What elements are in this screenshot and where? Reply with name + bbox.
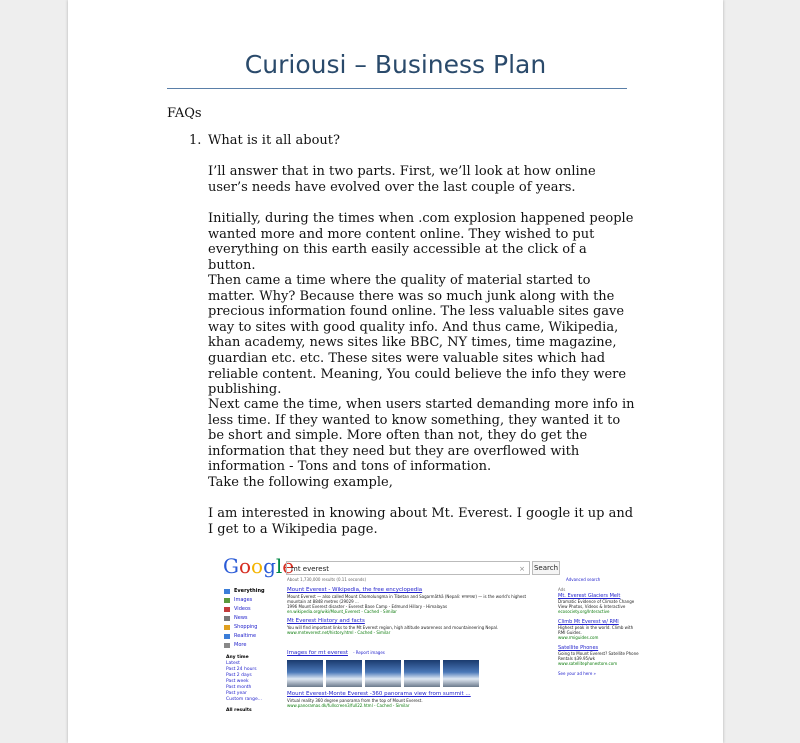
result-title[interactable]: Mount Everest-Monte Everest -360 panorama view from summit ... bbox=[287, 691, 471, 697]
result-item bbox=[287, 587, 537, 614]
question-text: What is it all about? bbox=[208, 133, 340, 148]
result-url: en.wikipedia.org/wiki/Mount_Everest - Cached - Similar bbox=[287, 609, 397, 614]
result-url: www.panoramas.dk/fullscreen3/full22.html - Cached - Similar bbox=[287, 703, 410, 708]
sidebar-item[interactable] bbox=[224, 632, 280, 641]
sidebar-item-icon bbox=[224, 589, 230, 594]
ad-url: www.rmiguides.com bbox=[558, 635, 599, 640]
title-underline bbox=[167, 88, 627, 89]
search-sidebar bbox=[224, 587, 280, 714]
logo-letter: o bbox=[251, 554, 264, 578]
result-sitelinks[interactable]: 1996 Mount Everest disaster - Everest Base Camp - Edmund Hillary - Himalayas bbox=[287, 604, 448, 609]
ad-snippet: Going to Mount Everest? Satellite Phone Rentals $39.95/wk bbox=[558, 651, 639, 661]
result-item bbox=[287, 691, 537, 708]
paragraph: Take the following example, bbox=[208, 475, 393, 490]
time-filter-link[interactable]: Past 2 days bbox=[226, 673, 252, 678]
logo-letter: l bbox=[275, 554, 283, 578]
ad-item bbox=[558, 593, 640, 614]
ad-title[interactable]: Climb Mt Everest w/ RMI bbox=[558, 619, 619, 625]
sidebar-item-label: Realtime bbox=[234, 633, 257, 639]
clear-icon[interactable]: × bbox=[519, 565, 525, 573]
search-input[interactable] bbox=[286, 561, 530, 575]
sidebar-item-label: Images bbox=[234, 597, 253, 603]
search-query: mt everest bbox=[291, 565, 329, 573]
ads-column bbox=[558, 587, 640, 676]
time-filter-link[interactable]: Custom range... bbox=[226, 697, 263, 702]
result-title[interactable]: Mount Everest - Wikipedia, the free encyclopedia bbox=[287, 587, 423, 593]
ad-url: ecosociety.org/Interactive bbox=[558, 609, 610, 614]
image-thumbnail[interactable] bbox=[443, 660, 479, 687]
result-item bbox=[287, 618, 537, 635]
all-results-heading: All results bbox=[226, 708, 252, 713]
sidebar-item-icon bbox=[224, 643, 230, 648]
sidebar-item-icon bbox=[224, 607, 230, 612]
sidebar-item-icon bbox=[224, 625, 230, 630]
paragraph: Next came the time, when users started demanding more info in less time. If they wanted to know something, they wanted it to be short and simple. More often than not, they do get the information that they need but they are overflowed with information - Tons and tons of information. bbox=[208, 397, 635, 475]
google-logo bbox=[223, 554, 294, 578]
time-filter-link[interactable]: Past 24 hours bbox=[226, 667, 257, 672]
images-link[interactable]: Images for mt everest bbox=[287, 650, 348, 656]
any-time-heading: Any time bbox=[226, 655, 249, 660]
image-thumbnail[interactable] bbox=[404, 660, 440, 687]
logo-letter: e bbox=[282, 554, 295, 578]
document-page bbox=[68, 0, 723, 743]
image-results bbox=[287, 639, 537, 687]
sidebar-item[interactable] bbox=[224, 641, 280, 650]
search-results bbox=[287, 587, 537, 712]
ads-label: Ads bbox=[558, 587, 566, 592]
result-snippet: Mount Everest — also called Mount Chomolungma in Tibetan and Sagarmāthā (Nepali: सगरमाथा) — is the world's highest mountain at 8848 metres (29029 ... bbox=[287, 594, 527, 604]
sidebar-item-icon bbox=[224, 598, 230, 603]
ad-item bbox=[558, 619, 640, 640]
sidebar-item[interactable] bbox=[224, 614, 280, 623]
ad-snippet: Dramatic Evidence of Climate Change View Photos, Videos & Interactive bbox=[558, 599, 635, 609]
ad-item bbox=[558, 645, 640, 666]
ad-url: www.satellitephonestore.com bbox=[558, 661, 618, 666]
paragraph: Then came a time where the quality of material started to matter. Why? Because there was so much junk along with the precious information found online. The less valuable sites gave way to sites with good quality info. And thus came, Wikipedia, khan academy, news sites like BBC, NY times, time magazine, guardian etc. etc. These sites were valuable sites which had reliable content. Meaning, You could believe the info they were publishing. bbox=[208, 273, 627, 398]
advanced-search-link[interactable]: Advanced search bbox=[566, 577, 601, 582]
sidebar-item-icon bbox=[224, 616, 230, 621]
sidebar-item-icon bbox=[224, 634, 230, 639]
result-snippet: Virtual reality 360 degree panorama from the top of Mount Everest. bbox=[287, 698, 423, 703]
time-filter-link[interactable]: Past week bbox=[226, 679, 249, 684]
page-title: Curiousi – Business Plan bbox=[244, 50, 547, 79]
sidebar-item-label: News bbox=[234, 615, 248, 621]
image-thumbnail[interactable] bbox=[326, 660, 362, 687]
sidebar-item[interactable] bbox=[224, 587, 280, 596]
sidebar-item-label: Videos bbox=[234, 606, 251, 612]
result-url: www.mnteverest.net/history.html - Cached - Similar bbox=[287, 630, 391, 635]
image-thumbnail[interactable] bbox=[287, 660, 323, 687]
ad-snippet: Highest peak in the world. Climb with RMI Guides. bbox=[558, 625, 634, 635]
sidebar-item[interactable] bbox=[224, 623, 280, 632]
paragraph: I am interested in knowing about Mt. Everest. I google it up and I get to a Wikipedia page. bbox=[208, 506, 634, 537]
time-filter-link[interactable]: Latest bbox=[226, 661, 240, 666]
ad-title[interactable]: Satellite Phones bbox=[558, 645, 599, 651]
sidebar-item-label: Shopping bbox=[234, 624, 258, 630]
result-snippet: You will find important links to the Mt Everest region, high altitude awareness and mountaineering Nepal. bbox=[287, 625, 499, 630]
logo-letter: G bbox=[223, 554, 239, 578]
sidebar-item-label: Everything bbox=[234, 588, 265, 594]
search-button[interactable]: Search bbox=[532, 561, 560, 575]
result-title[interactable]: Mt Everest History and facts bbox=[287, 618, 365, 624]
time-filter-link[interactable]: Past year bbox=[226, 691, 247, 696]
see-your-ad-link[interactable]: See your ad here » bbox=[558, 671, 596, 676]
time-filter-link[interactable]: Past month bbox=[226, 685, 252, 690]
sidebar-item[interactable] bbox=[224, 596, 280, 605]
sidebar-item-label: More bbox=[234, 642, 247, 648]
logo-letter: g bbox=[263, 554, 276, 578]
image-thumbnail[interactable] bbox=[365, 660, 401, 687]
report-images-link[interactable]: - Report images bbox=[353, 650, 385, 655]
result-stats: About 1,730,000 results (0.11 seconds) bbox=[287, 577, 367, 582]
question-number: 1. bbox=[189, 133, 202, 148]
ad-title[interactable]: Mt. Everest Glaciers Melt bbox=[558, 593, 621, 599]
google-results-screenshot bbox=[220, 551, 640, 743]
paragraph: I’ll answer that in two parts. First, we’ll look at how online user’s needs have evolved over the last couple of years. bbox=[208, 164, 596, 195]
paragraph: Initially, during the times when .com explosion happened people wanted more and more content online. They wished to put everything on this earth easily accessible at the click of a button. bbox=[208, 211, 634, 273]
logo-letter: o bbox=[238, 554, 252, 578]
section-heading: FAQs bbox=[167, 106, 202, 121]
sidebar-item[interactable] bbox=[224, 605, 280, 614]
